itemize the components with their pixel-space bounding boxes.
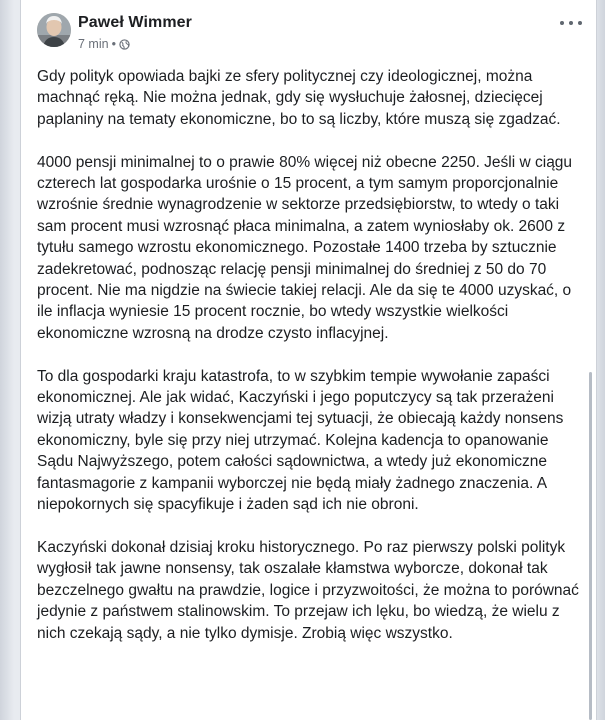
post-meta — [78, 37, 130, 51]
author-name[interactable]: Paweł Wimmer — [78, 14, 192, 31]
avatar[interactable] — [37, 13, 71, 47]
dot — [569, 21, 573, 25]
post-paragraph-4: Kaczyński dokonał dzisiaj kroku historycznego. Po raz pierwszy polski polityk wygłosił tak jawne nonsensy, tak oszalałe kłamstwa wyborcze, dokonał tak bezczelnego gwałtu na prawdzie, logice i przyzwoitości, że można to porównać jedynie z państwem stalinowskim. To przejaw ich lęku, bo wiedzą, że wielu z nich czekają sądy, a nie tylko dymisje. Zrobią więc wszystko. — [37, 538, 579, 642]
dot — [578, 21, 582, 25]
post-body — [37, 66, 585, 665]
globe-icon — [119, 39, 130, 50]
post-paragraph-1: Gdy polityk opowiada bajki ze sfery politycznej czy ideologicznej, można machnąć ręką. Nie można jednak, gdy się wysłuchuje żałosnej, dziecięcej paplaniny na tematy ekonomiczne, bo to są liczby, które muszą się zgadzać. — [37, 68, 561, 128]
post-paragraph-3: To dla gospodarki kraju katastrofa, to w szybkim tempie wywołanie zapaści ekonomicznej. Ale jak widać, Kaczyński i jego poputczycy są tak przerażeni wizją utraty władzy i konsekwencjami tej sytuacji, że obiecają każdy nonsens ekonomiczny, byle się przy niej utrzymać. Kolejna kadencja to opanowanie Sądu Najwyższego, potem całości sądownictwa, a wtedy już ekonomiczne fantasmagorie z kampanii wyborczej nie będą miały żadnego znaczenia. A niepokornych się spacyfikuje i żaden sąd ich nie obroni. — [37, 367, 564, 514]
avatar-photo — [37, 13, 71, 47]
dot — [560, 21, 564, 25]
meta-separator: • — [111, 37, 116, 51]
post-paragraph-2: 4000 pensji minimalnej to o prawie 80% więcej niż obecne 2250. Jeśli w ciągu czterech lat gospodarka urośnie o 15 procent, a tym samym proporcjonalnie wzrośnie średnie wynagrodzenie w sektorze przedsiębiorstw, to wtedy o taki sam procent musi wzrosnąć płaca minimalna, a zatem wyniosłaby ok. 2600 z tytułu samego wzrostu ekonomicznego. Pozostałe 1400 trzeba by sztucznie zadekretować, podnosząc relację pensji minimalnej do średniej z 50 do 70 procent. Nie ma nigdzie na świecie takiej relacji. Ale da się te 4000 uzyskać, o ile inflacja wyniesie 15 procent rocznie, bo wtedy wszystkie wielkości ekonomiczne wzrosną na drodze czysto inflacyjnej. — [37, 153, 573, 342]
scrollbar-thumb[interactable] — [589, 372, 592, 720]
post-time[interactable]: 7 min — [78, 37, 109, 51]
post-header — [37, 13, 582, 53]
more-options-icon[interactable] — [560, 17, 582, 29]
post-card — [20, 0, 597, 720]
